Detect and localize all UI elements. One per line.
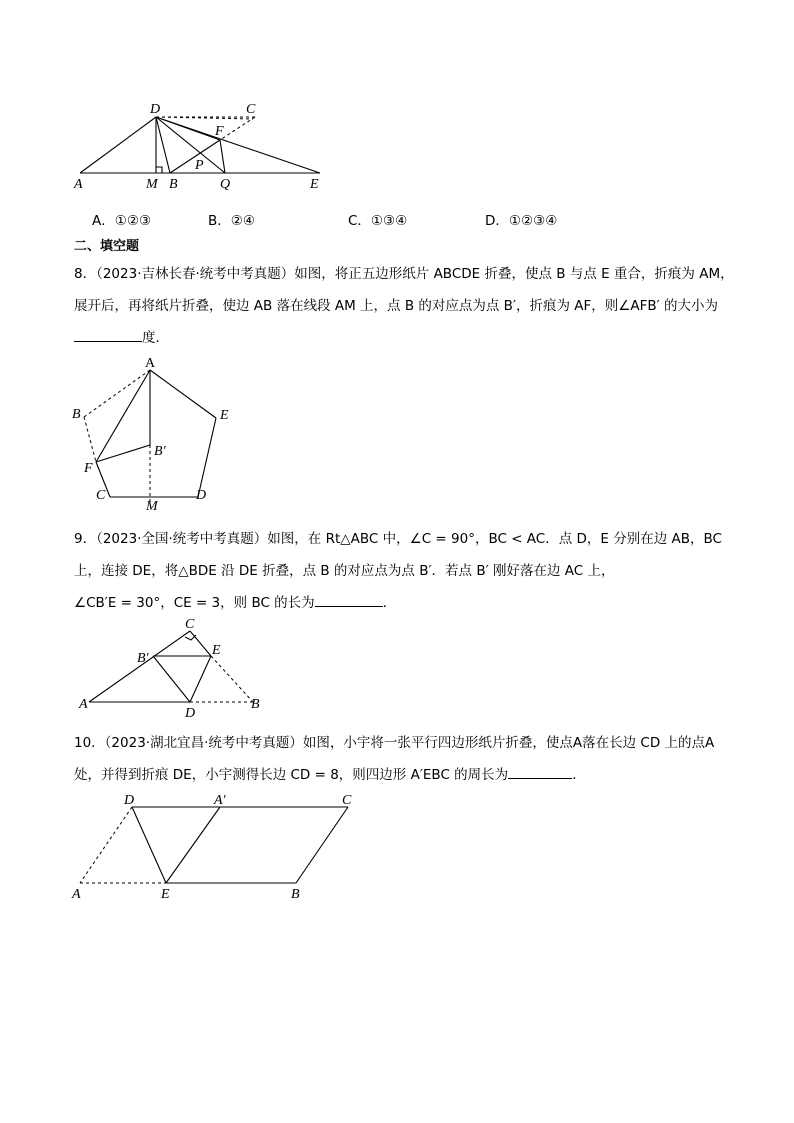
q8-line1: 8．（2023·吉林长春·统考中考真题）如图，将正五边形纸片 ABCDE 折叠，使点 B 与点 E 重合，折痕为 AM，: [74, 266, 734, 282]
label-A: A: [72, 887, 81, 902]
choice-c[interactable]: C．①③④: [348, 213, 408, 229]
label-M: M: [146, 177, 158, 192]
label-P: P: [195, 158, 204, 173]
label-D: D: [124, 793, 135, 808]
label-B-prime: B′: [137, 651, 149, 666]
q9-line3-suffix: ．: [382, 595, 397, 611]
q9-line3: [74, 591, 396, 611]
label-B-prime: B′: [154, 444, 166, 459]
q10-answer-blank[interactable]: [508, 766, 572, 779]
label-E: E: [212, 643, 221, 658]
label-A: A: [79, 697, 88, 712]
label-B: B: [291, 887, 300, 902]
label-C: C: [96, 488, 106, 503]
label-F: F: [215, 124, 224, 139]
label-E: E: [220, 408, 229, 423]
label-F: F: [84, 461, 93, 476]
q8-line2: 展开后，再将纸片折叠，使边 AB 落在线段 AM 上，点 B 的对应点为点 B′，折痕为 AF，则∠AFB′ 的大小为: [74, 298, 719, 314]
label-A: A: [74, 177, 83, 192]
figure-triangle: [75, 616, 275, 721]
figure-parallelogram: [66, 790, 366, 905]
q8-answer-blank[interactable]: [74, 329, 142, 342]
q9-line3-text: ∠CB′E = 30°，CE = 3，则 BC 的长为: [74, 595, 315, 611]
section-title: 二、填空题: [74, 239, 140, 254]
label-E: E: [161, 887, 170, 902]
label-M: M: [146, 499, 158, 514]
q10-line2: [74, 763, 586, 783]
q10-line1: 10．（2023·湖北宜昌·统考中考真题）如图，小宇将一张平行四边形纸片折叠，使点A落在长边 CD 上的点A: [74, 735, 715, 751]
label-B: B: [169, 177, 178, 192]
q9-line2: 上，连接 DE，将△BDE 沿 DE 折叠，点 B 的对应点为点 B′．若点 B′ 刚好落在边 AC 上，: [74, 563, 615, 579]
choice-b[interactable]: B．②④: [208, 213, 255, 229]
label-B: B: [72, 407, 81, 422]
choice-a[interactable]: A．①②③: [92, 213, 152, 229]
q8-line3-suffix: 度．: [142, 330, 169, 346]
label-C: C: [342, 793, 352, 808]
label-D: D: [150, 102, 161, 117]
label-Q: Q: [220, 177, 231, 192]
choice-d[interactable]: D．①②③④: [485, 213, 558, 229]
q9-answer-blank[interactable]: [315, 594, 383, 607]
label-A: A: [145, 356, 156, 371]
q8-line3: [74, 326, 169, 346]
label-C: C: [185, 617, 195, 632]
label-A-prime: A′: [214, 793, 226, 808]
label-B: B: [251, 697, 260, 712]
label-D: D: [196, 488, 207, 503]
figure-pentagon: [68, 355, 238, 514]
label-D: D: [185, 706, 196, 721]
label-C: C: [246, 102, 256, 117]
label-E: E: [310, 177, 319, 192]
q10-line2-text: 处，并得到折痕 DE，小宇测得长边 CD = 8，则四边形 A′EBC 的周长为: [74, 767, 509, 783]
q10-line2-suffix: ．: [572, 767, 586, 783]
figure-top: [70, 95, 340, 195]
q9-line1: 9．（2023·全国·统考中考真题）如图，在 Rt△ABC 中，∠C = 90°，BC < AC．点 D，E 分别在边 AB，BC: [74, 531, 722, 547]
